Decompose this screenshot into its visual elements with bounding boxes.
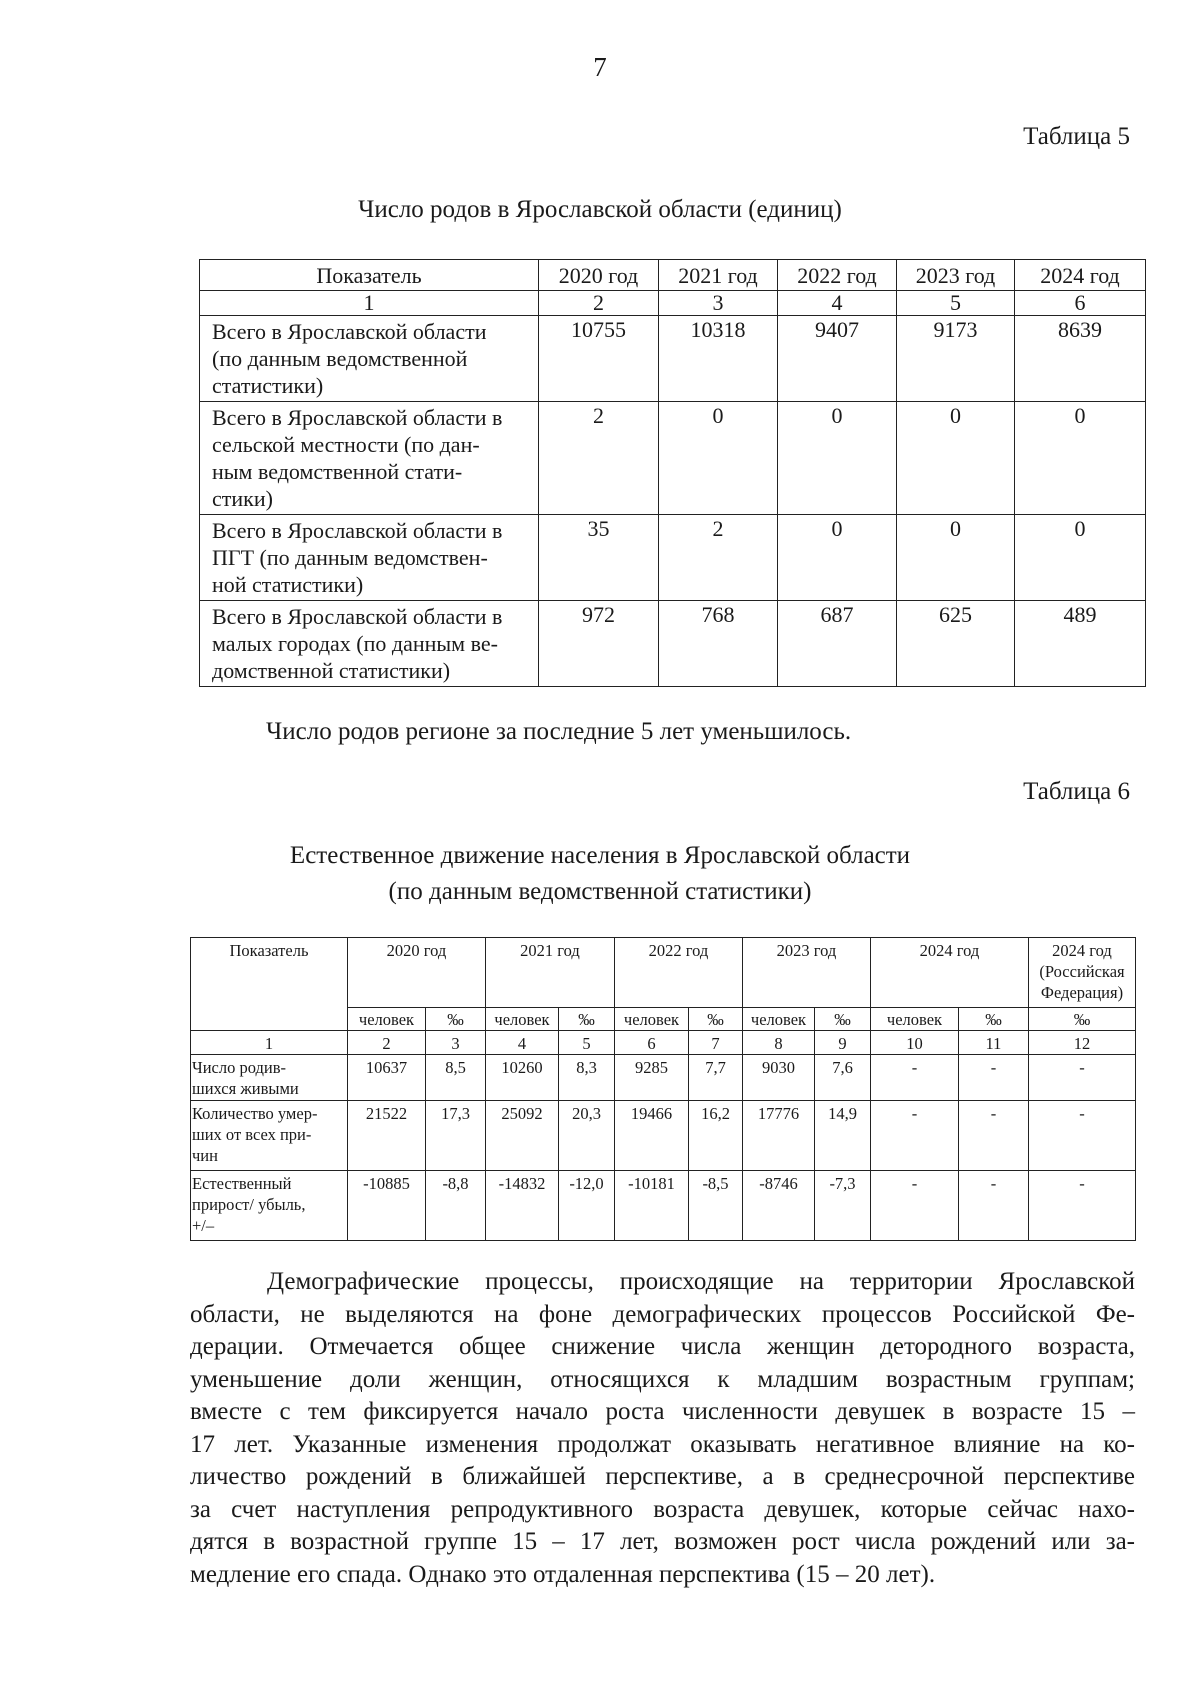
table-row (200, 402, 1146, 515)
column-number-row (191, 1031, 1136, 1055)
table-header-row (191, 938, 1136, 1008)
cell-value: -8746 (743, 1171, 815, 1241)
column-number: 12 (1029, 1031, 1136, 1055)
cell-value: 0 (1015, 515, 1146, 601)
cell-value: 16,2 (689, 1101, 743, 1171)
cell-value: - (1029, 1171, 1136, 1241)
table-row (191, 1101, 1136, 1171)
column-number: 9 (815, 1031, 871, 1055)
cell-value: 625 (897, 601, 1015, 687)
unit-permille: ‰ (815, 1008, 871, 1031)
page-number: 7 (593, 52, 607, 82)
unit-people: человек (486, 1008, 559, 1031)
column-number: 7 (689, 1031, 743, 1055)
table5-title: Число родов в Ярославской области (единиц) (358, 196, 842, 223)
cell-value: 972 (539, 601, 659, 687)
row-label: Всего в Ярославской области в сельской местности (по дан- ным ведомственной стати- стики) (200, 402, 539, 515)
cell-value: 489 (1015, 601, 1146, 687)
cell-value: -12,0 (559, 1171, 615, 1241)
cell-value: 0 (1015, 402, 1146, 515)
header-year: 2020 год (348, 938, 486, 1008)
cell-value: 9030 (743, 1055, 815, 1101)
cell-value: 0 (659, 402, 778, 515)
cell-value: 19466 (615, 1101, 689, 1171)
header-year: 2022 год (615, 938, 743, 1008)
table6-title: Естественное движение населения в Ярославской области (по данным ведомственной статистики) (289, 842, 911, 905)
table-row (191, 1055, 1136, 1101)
unit-permille: ‰ (689, 1008, 743, 1031)
row-label: Естественный прирост/ убыль, +/– (191, 1171, 348, 1241)
paragraph-line: Демографические процессы, происходящие на территории Ярославской (267, 1268, 1135, 1295)
cell-value: 20,3 (559, 1101, 615, 1171)
column-number-row (200, 291, 1146, 316)
table5-label: Таблица 5 (1023, 123, 1130, 150)
cell-value: -14832 (486, 1171, 559, 1241)
column-number: 2 (539, 291, 659, 316)
table6-label: Таблица 6 (1023, 778, 1130, 805)
paragraph-line: дерации. Отмечается общее снижение числа женщин детородного возраста, (190, 1333, 1135, 1360)
cell-value: -10885 (348, 1171, 426, 1241)
table-row (191, 1171, 1136, 1241)
cell-value: - (1029, 1055, 1136, 1101)
header-indicator: Показатель (191, 938, 348, 1031)
column-number: 6 (1015, 291, 1146, 316)
cell-value: 10755 (539, 316, 659, 402)
header-year: 2020 год (539, 260, 659, 291)
unit-permille: ‰ (959, 1008, 1029, 1031)
cell-value: 14,9 (815, 1101, 871, 1171)
cell-value: 2 (659, 515, 778, 601)
header-year: 2023 год (743, 938, 871, 1008)
unit-people: человек (871, 1008, 959, 1031)
paragraph-line: дятся в возрастной группе 15 – 17 лет, возможен рост числа рождений или за- (190, 1528, 1135, 1555)
cell-value: -8,5 (689, 1171, 743, 1241)
row-label: Количество умер- ших от всех при- чин (191, 1101, 348, 1171)
column-number: 3 (426, 1031, 486, 1055)
column-number: 1 (200, 291, 539, 316)
births-table (199, 259, 1146, 687)
column-number: 6 (615, 1031, 689, 1055)
header-year: 2024 год (871, 938, 1029, 1008)
cell-value: 10637 (348, 1055, 426, 1101)
paragraph-line: области, не выделяются на фоне демографических процессов Российской Фе- (190, 1300, 1135, 1328)
table-row (200, 601, 1146, 687)
cell-value: 17,3 (426, 1101, 486, 1171)
column-number: 3 (659, 291, 778, 316)
cell-value: - (871, 1055, 959, 1101)
cell-value: - (959, 1101, 1029, 1171)
unit-people: человек (743, 1008, 815, 1031)
cell-value: 2 (539, 402, 659, 515)
births-note: Число родов регионе за последние 5 лет уменьшилось. (266, 718, 852, 745)
column-number: 5 (897, 291, 1015, 316)
cell-value: -8,8 (426, 1171, 486, 1241)
cell-value: 768 (659, 601, 778, 687)
header-year: 2022 год (778, 260, 897, 291)
cell-value: 25092 (486, 1101, 559, 1171)
cell-value: 0 (778, 402, 897, 515)
cell-value: -7,3 (815, 1171, 871, 1241)
row-label: Всего в Ярославской области в ПГТ (по данным ведомствен- ной статистики) (200, 515, 539, 601)
column-number: 4 (486, 1031, 559, 1055)
column-number: 2 (348, 1031, 426, 1055)
cell-value: 8,5 (426, 1055, 486, 1101)
unit-people: человек (615, 1008, 689, 1031)
population-table (190, 937, 1136, 1241)
cell-value: - (871, 1171, 959, 1241)
cell-value: 10318 (659, 316, 778, 402)
cell-value: 687 (778, 601, 897, 687)
unit-permille: ‰ (426, 1008, 486, 1031)
table-header-row (200, 260, 1146, 291)
column-number: 5 (559, 1031, 615, 1055)
table-row (200, 316, 1146, 402)
cell-value: 7,7 (689, 1055, 743, 1101)
paragraph-line: вместе с тем фиксируется начало роста численности девушек в возрасте 15 – (190, 1398, 1135, 1425)
cell-value: - (1029, 1101, 1136, 1171)
cell-value: - (959, 1171, 1029, 1241)
cell-value: 9407 (778, 316, 897, 402)
cell-value: 0 (897, 402, 1015, 515)
paragraph-line: 17 лет. Указанные изменения продолжат оказывать негативное влияние на ко- (190, 1430, 1135, 1458)
header-year: 2024 год (1015, 260, 1146, 291)
header-indicator: Показатель (200, 260, 539, 291)
cell-value: 10260 (486, 1055, 559, 1101)
cell-value: 0 (897, 515, 1015, 601)
cell-value: 17776 (743, 1101, 815, 1171)
paragraph-line: за счет наступления репродуктивного возраста девушек, которые сейчас нахо- (190, 1495, 1135, 1523)
column-number: 4 (778, 291, 897, 316)
cell-value: 9285 (615, 1055, 689, 1101)
row-label: Всего в Ярославской области (по данным ведомственной статистики) (200, 316, 539, 402)
cell-value: 7,6 (815, 1055, 871, 1101)
cell-value: 8,3 (559, 1055, 615, 1101)
column-number: 11 (959, 1031, 1029, 1055)
column-number: 8 (743, 1031, 815, 1055)
paragraph-line: медление его спада. Однако это отдаленная перспектива (15 – 20 лет). (190, 1560, 936, 1588)
unit-permille: ‰ (1029, 1008, 1136, 1031)
column-number: 1 (191, 1031, 348, 1055)
cell-value: 0 (778, 515, 897, 601)
unit-permille: ‰ (559, 1008, 615, 1031)
header-rf: 2024 год (Российская Федерация) (1029, 938, 1136, 1008)
cell-value: - (959, 1055, 1029, 1101)
cell-value: 9173 (897, 316, 1015, 402)
cell-value: - (871, 1101, 959, 1171)
cell-value: 8639 (1015, 316, 1146, 402)
column-number: 10 (871, 1031, 959, 1055)
table-row (200, 515, 1146, 601)
header-year: 2021 год (659, 260, 778, 291)
cell-value: 35 (539, 515, 659, 601)
header-year: 2023 год (897, 260, 1015, 291)
row-label: Всего в Ярославской области в малых городах (по данным ве- домственной статистики) (200, 601, 539, 687)
header-year: 2021 год (486, 938, 615, 1008)
unit-people: человек (348, 1008, 426, 1031)
cell-value: 21522 (348, 1101, 426, 1171)
demographics-paragraph (190, 1266, 1135, 1591)
cell-value: -10181 (615, 1171, 689, 1241)
paragraph-line: уменьшение доли женщин, относящихся к младшим возрастным группам; (190, 1365, 1135, 1393)
paragraph-line: личество рождений в ближайшей перспективе, а в среднесрочной перспективе (190, 1463, 1135, 1490)
row-label: Число родив- шихся живыми (191, 1055, 348, 1101)
